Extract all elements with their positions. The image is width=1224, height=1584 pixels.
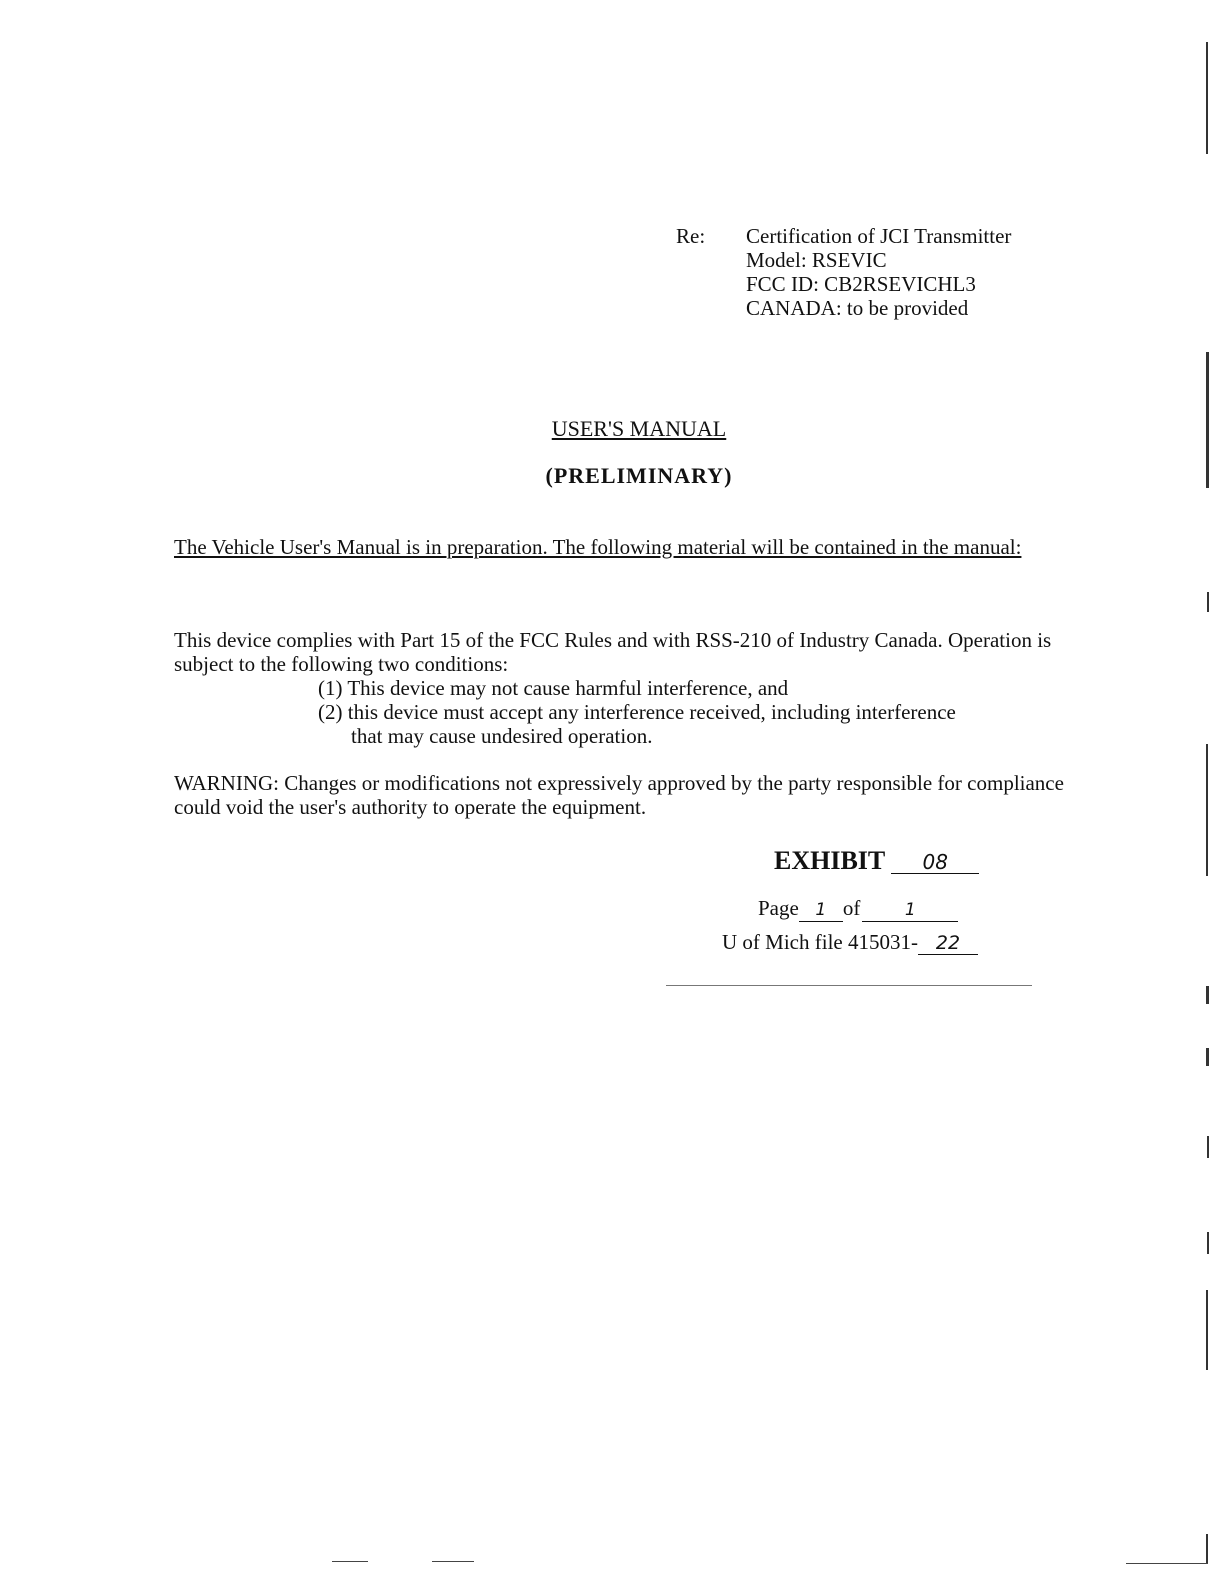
scan-artifact xyxy=(1206,42,1208,154)
scan-artifact xyxy=(1207,1136,1209,1158)
page-number: 1 xyxy=(799,899,843,922)
file-number-line xyxy=(722,930,978,955)
exhibit-label: EXHIBIT xyxy=(774,846,886,875)
condition-line-continued: that may cause undesired operation. xyxy=(351,724,653,748)
re-line-certification: Certification of JCI Transmitter xyxy=(746,224,1012,248)
condition-item xyxy=(318,700,1038,748)
file-label: U of Mich file 415031- xyxy=(722,930,918,954)
re-lines xyxy=(746,224,1011,320)
exhibit-line xyxy=(774,846,979,876)
compliance-paragraph: This device complies with Part 15 of the FCC Rules and with RSS-210 of Industry Canada. Operation is subject to the following two conditions: xyxy=(174,628,1052,676)
scan-artifact xyxy=(1207,592,1209,612)
scan-artifact xyxy=(332,1561,368,1562)
preliminary-title: (PRELIMINARY) xyxy=(545,463,733,488)
condition-item xyxy=(318,676,1038,700)
re-line-canada: CANADA: to be provided xyxy=(746,296,969,320)
condition-line: (2) this device must accept any interference received, including interference xyxy=(318,700,956,724)
page-total: 1 xyxy=(862,899,958,922)
re-line-model: Model: RSEVIC xyxy=(746,248,887,272)
manual-title: USER'S MANUAL xyxy=(551,416,727,441)
scan-artifact xyxy=(1206,1048,1209,1066)
scan-artifact xyxy=(1206,352,1209,488)
scan-artifact xyxy=(1207,1232,1209,1254)
intro-paragraph: The Vehicle User's Manual is in preparation. The following material will be contained in the manual: xyxy=(174,535,1022,559)
scan-artifact xyxy=(1126,1563,1208,1564)
scan-artifact xyxy=(1206,1290,1208,1370)
scan-artifact xyxy=(432,1561,474,1562)
warning-paragraph: WARNING: Changes or modifications not expressively approved by the party responsible for compliance could void the user's authority to operate the equipment. xyxy=(174,771,1064,819)
conditions-list xyxy=(318,676,1038,748)
exhibit-number: 08 xyxy=(891,851,979,874)
of-label: of xyxy=(842,896,861,920)
file-suffix: 22 xyxy=(918,932,978,955)
condition-line: (1) This device may not cause harmful interference, and xyxy=(318,676,789,700)
stamp-border-line xyxy=(666,984,1032,986)
page-count-line xyxy=(758,896,958,922)
scan-artifact xyxy=(1206,744,1208,876)
page-label: Page xyxy=(758,896,799,920)
scan-artifact xyxy=(1206,986,1209,1004)
exhibit-stamp xyxy=(664,846,1034,996)
re-label: Re: xyxy=(676,224,706,248)
scan-artifact xyxy=(1206,1534,1208,1564)
re-line-fcc-id: FCC ID: CB2RSEVICHL3 xyxy=(746,272,976,296)
